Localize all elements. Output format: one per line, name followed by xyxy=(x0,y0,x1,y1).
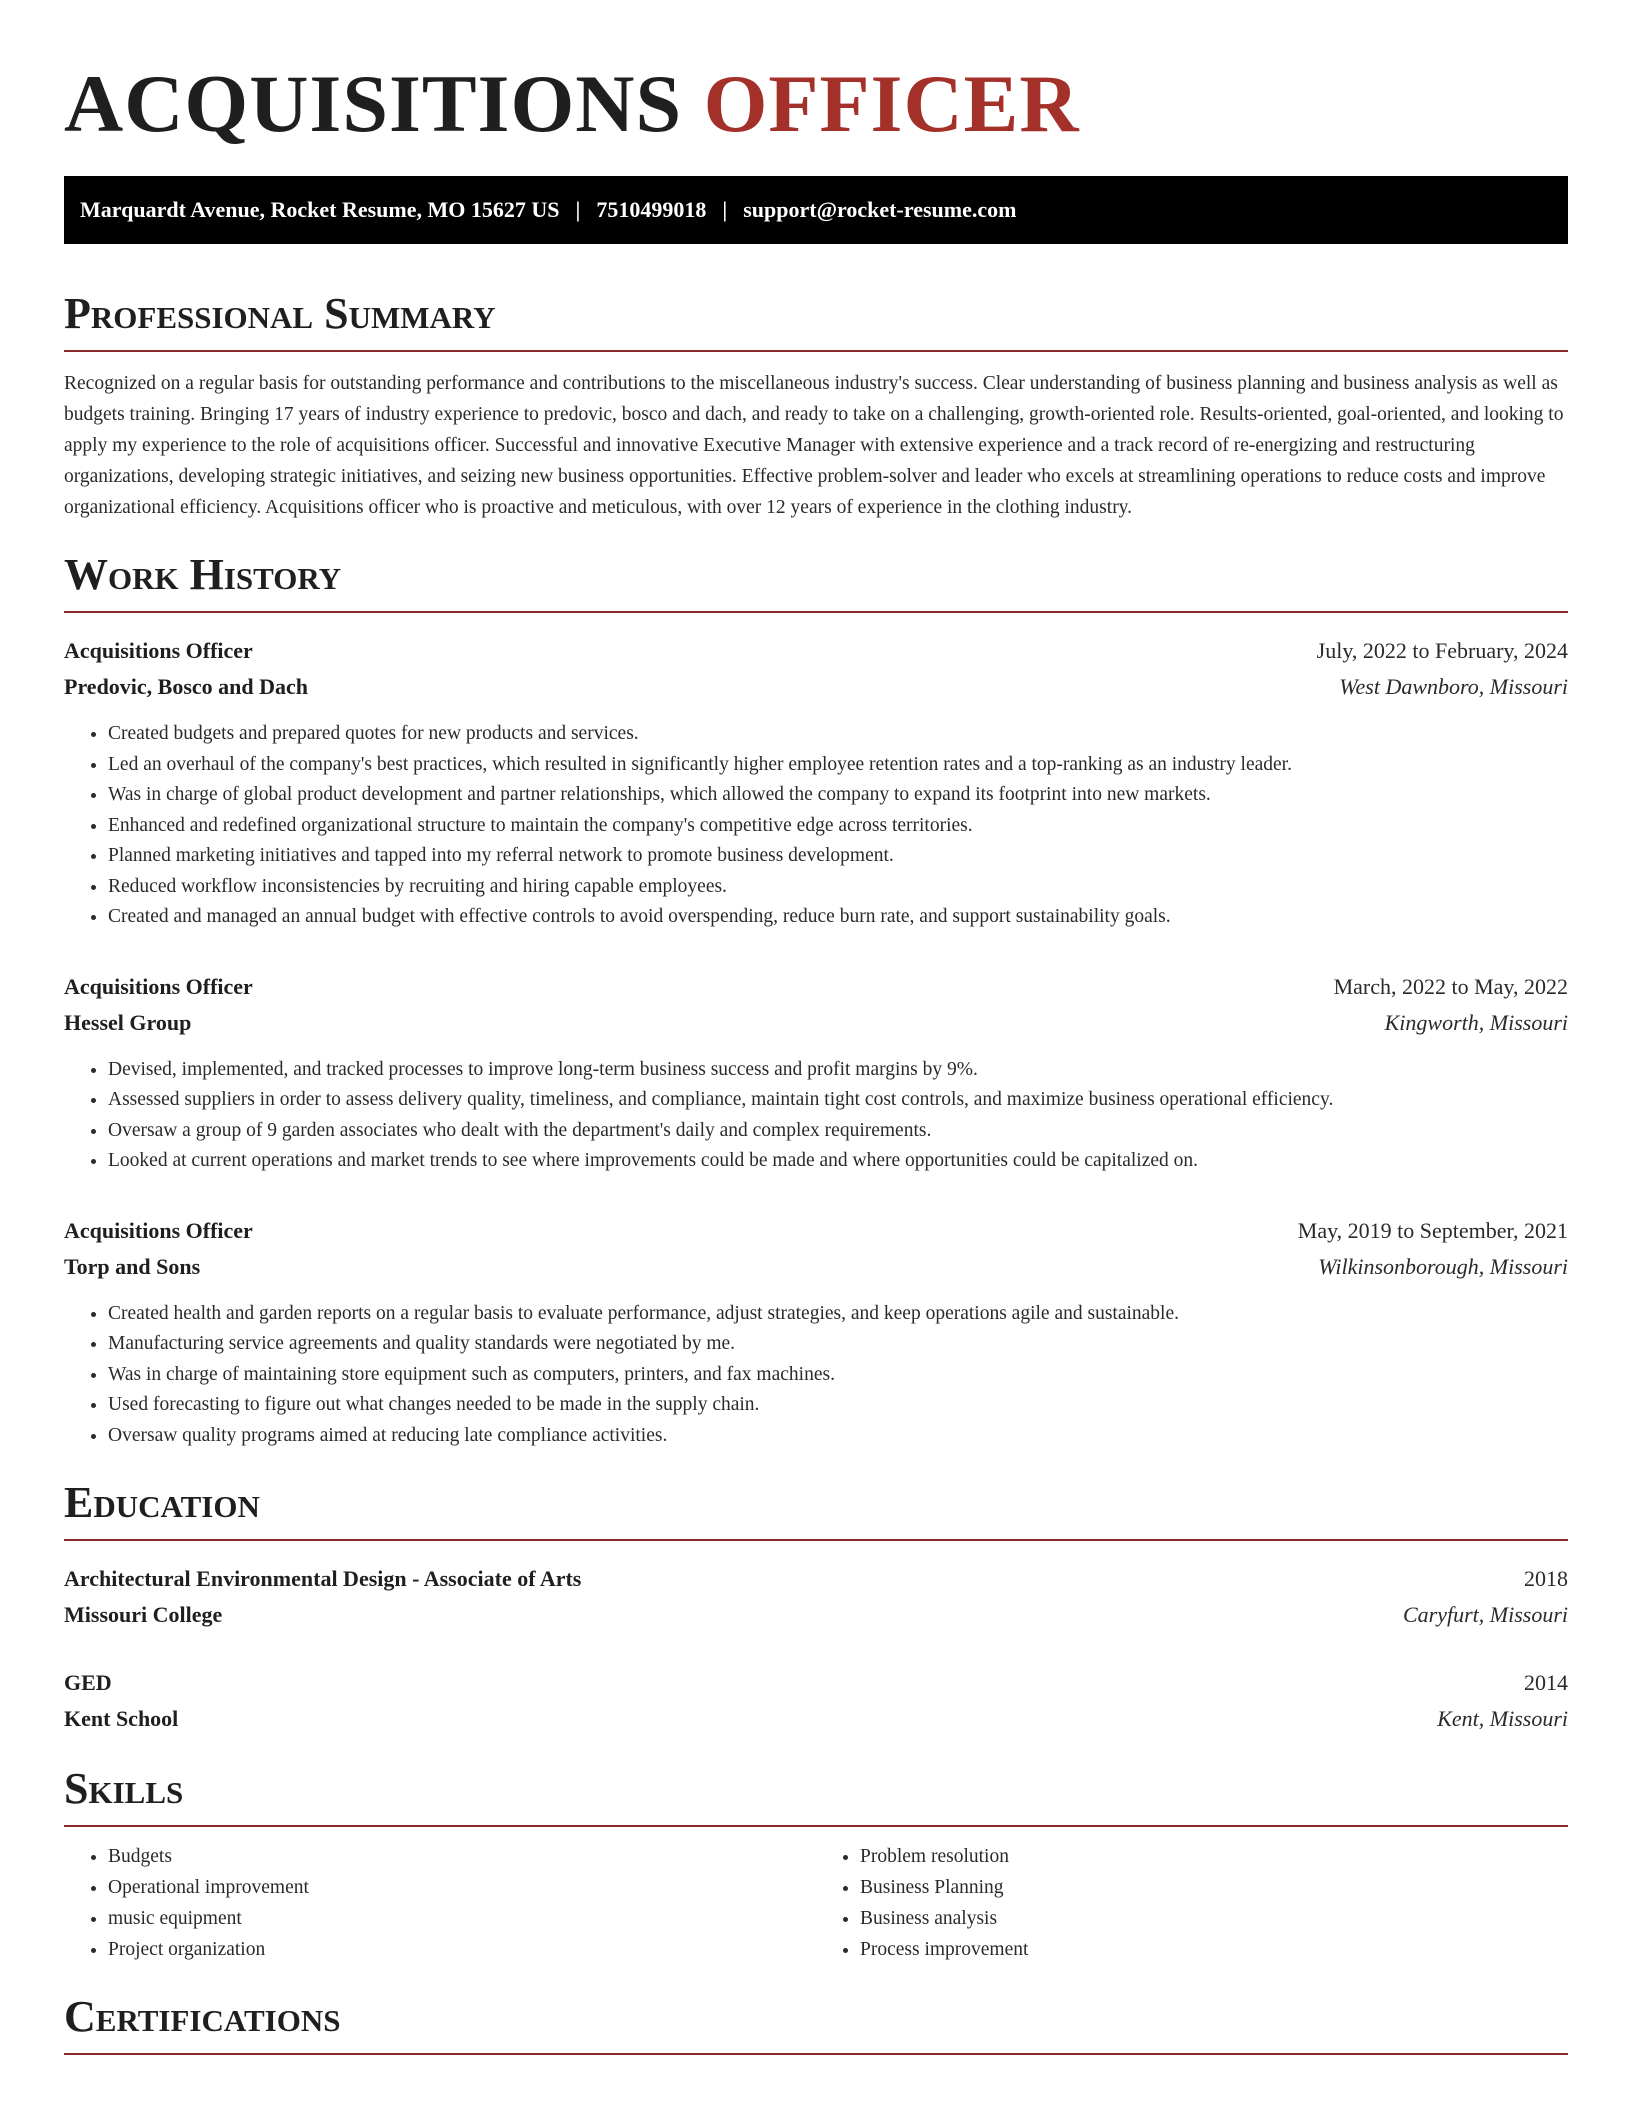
education-entry xyxy=(64,1665,1568,1737)
list-item: • Manufacturing service agreements and quality standards were negotiated by me. xyxy=(108,1329,1568,1360)
education-degree: Architectural Environmental Design - Associate of Arts xyxy=(64,1566,582,1591)
summary-text: Recognized on a regular basis for outstanding performance and contributions to the miscellaneous industry's success. Clear understanding of business planning and business analysis as well as budgets training. Bringing 17 years of industry experience to predovic, bosco and dach, and ready to take on a challenging, growth-oriented role. Results-oriented, goal-oriented, and looking to apply my experience to the role of acquisitions officer. Successful and innovative Executive Manager with extensive experience and a track record of re-energizing and restructuring organizations, developing strategic initiatives, and seizing new business opportunities. Effective problem-solver and leader who excels at streamlining operations to reduce costs and improve organizational efficiency. Acquisitions officer who is proactive and meticulous, with over 12 years of experience in the clothing industry. xyxy=(64,373,1564,518)
education-school-row xyxy=(64,1597,1568,1633)
list-item: • Created budgets and prepared quotes for new products and services. xyxy=(108,719,1568,750)
contact-email: support@rocket-resume.com xyxy=(743,197,1017,222)
education-location: Kent, Missouri xyxy=(1437,1706,1568,1731)
skill-item: • Budgets xyxy=(108,1841,816,1872)
skill-item: • Problem resolution xyxy=(860,1841,1568,1872)
list-item: • Reduced workflow inconsistencies by recruiting and hiring capable employees. xyxy=(108,872,1568,903)
job-location: Kingworth, Missouri xyxy=(1384,1009,1568,1035)
list-item: • Created and managed an annual budget with effective controls to avoid overspending, reduce burn rate, and support sustainability goals. xyxy=(108,902,1568,933)
list-item: • Used forecasting to figure out what changes needed to be made in the supply chain. xyxy=(108,1390,1568,1421)
education-location: Caryfurt, Missouri xyxy=(1402,1602,1568,1627)
list-item: • Planned marketing initiatives and tapped into my referral network to promote business development. xyxy=(108,841,1568,872)
education-section xyxy=(64,1477,1568,1737)
list-item: • Enhanced and redefined organizational structure to maintain the company's competitive edge across territories. xyxy=(108,811,1568,842)
list-item: • Oversaw quality programs aimed at reducing late compliance activities. xyxy=(108,1421,1568,1452)
education-school-row xyxy=(64,1701,1568,1737)
work-history-heading: Work History xyxy=(64,549,1568,613)
education-year: 2014 xyxy=(1524,1670,1568,1695)
job-company: Hessel Group xyxy=(64,1009,192,1035)
education-degree: GED xyxy=(64,1670,112,1695)
contact-address: Marquardt Avenue, Rocket Resume, MO 15627 US xyxy=(80,197,560,222)
list-item: • Led an overhaul of the company's best practices, which resulted in significantly higher employee retention rates and a top-ranking as an industry leader. xyxy=(108,750,1568,781)
skill-item: • music equipment xyxy=(108,1903,816,1934)
job-dates: July, 2022 to February, 2024 xyxy=(1316,638,1568,663)
contact-bar xyxy=(64,176,1568,244)
contact-phone: 7510499018 xyxy=(596,197,707,222)
job-header-row xyxy=(64,1213,1568,1249)
job-role: Acquisitions Officer xyxy=(64,1217,253,1243)
job-bullets xyxy=(64,719,1568,933)
skill-item: • Business analysis xyxy=(860,1903,1568,1934)
job-role: Acquisitions Officer xyxy=(64,638,253,663)
contact-separator: | xyxy=(575,197,581,222)
list-item: • Looked at current operations and market trends to see where improvements could be made and where opportunities could be capitalized on. xyxy=(108,1146,1568,1177)
skill-item: • Business Planning xyxy=(860,1872,1568,1903)
job-company-row xyxy=(64,1249,1568,1285)
job-location: West Dawnboro, Missouri xyxy=(1339,674,1568,699)
job-role: Acquisitions Officer xyxy=(64,973,253,999)
summary-heading: Professional Summary xyxy=(64,288,1568,352)
job-entry xyxy=(64,1213,1568,1452)
education-heading: Education xyxy=(64,1477,1568,1541)
job-company: Torp and Sons xyxy=(64,1253,201,1279)
skills-section xyxy=(64,1763,1568,1965)
job-bullets xyxy=(64,1055,1568,1177)
work-history-section xyxy=(64,549,1568,1451)
contact-separator: | xyxy=(722,197,728,222)
education-year: 2018 xyxy=(1524,1566,1568,1591)
skills-heading: Skills xyxy=(64,1763,1568,1827)
job-company-row xyxy=(64,1005,1568,1041)
skills-grid xyxy=(64,1841,1568,1965)
resume-name xyxy=(64,56,1568,152)
certifications-heading: Certifications xyxy=(64,1991,1568,2055)
certifications-section xyxy=(64,1991,1568,2055)
skill-item: • Project organization xyxy=(108,1934,816,1965)
education-school: Kent School xyxy=(64,1706,179,1731)
job-company-row xyxy=(64,669,1568,705)
list-item: • Devised, implemented, and tracked processes to improve long-term business success and profit margins by 9%. xyxy=(108,1055,1568,1086)
list-item: • Oversaw a group of 9 garden associates who dealt with the department's daily and complex requirements. xyxy=(108,1116,1568,1147)
list-item: • Assessed suppliers in order to assess delivery quality, timeliness, and compliance, maintain tight cost controls, and maximize business operational efficiency. xyxy=(108,1085,1568,1116)
list-item: • Was in charge of maintaining store equipment such as computers, printers, and fax machines. xyxy=(108,1360,1568,1391)
name-last: OFFICER xyxy=(703,58,1080,149)
job-entry xyxy=(64,969,1568,1177)
skills-column-left xyxy=(64,1841,816,1965)
skills-column-right xyxy=(816,1841,1568,1965)
name-first: ACQUISITIONS xyxy=(64,58,683,149)
summary-section xyxy=(64,288,1568,523)
job-entry xyxy=(64,633,1568,933)
job-company: Predovic, Bosco and Dach xyxy=(64,674,309,699)
job-dates: March, 2022 to May, 2022 xyxy=(1333,973,1568,999)
education-header-row xyxy=(64,1665,1568,1701)
job-dates: May, 2019 to September, 2021 xyxy=(1297,1217,1568,1243)
job-location: Wilkinsonborough, Missouri xyxy=(1318,1253,1568,1279)
skill-item: • Operational improvement xyxy=(108,1872,816,1903)
education-school: Missouri College xyxy=(64,1602,223,1627)
list-item: • Was in charge of global product development and partner relationships, which allowed the company to expand its footprint into new markets. xyxy=(108,780,1568,811)
job-header-row xyxy=(64,969,1568,1005)
job-bullets xyxy=(64,1299,1568,1452)
skill-item: • Process improvement xyxy=(860,1934,1568,1965)
job-header-row xyxy=(64,633,1568,669)
education-entry xyxy=(64,1561,1568,1633)
education-header-row xyxy=(64,1561,1568,1597)
list-item: • Created health and garden reports on a regular basis to evaluate performance, adjust strategies, and keep operations agile and sustainable. xyxy=(108,1299,1568,1330)
